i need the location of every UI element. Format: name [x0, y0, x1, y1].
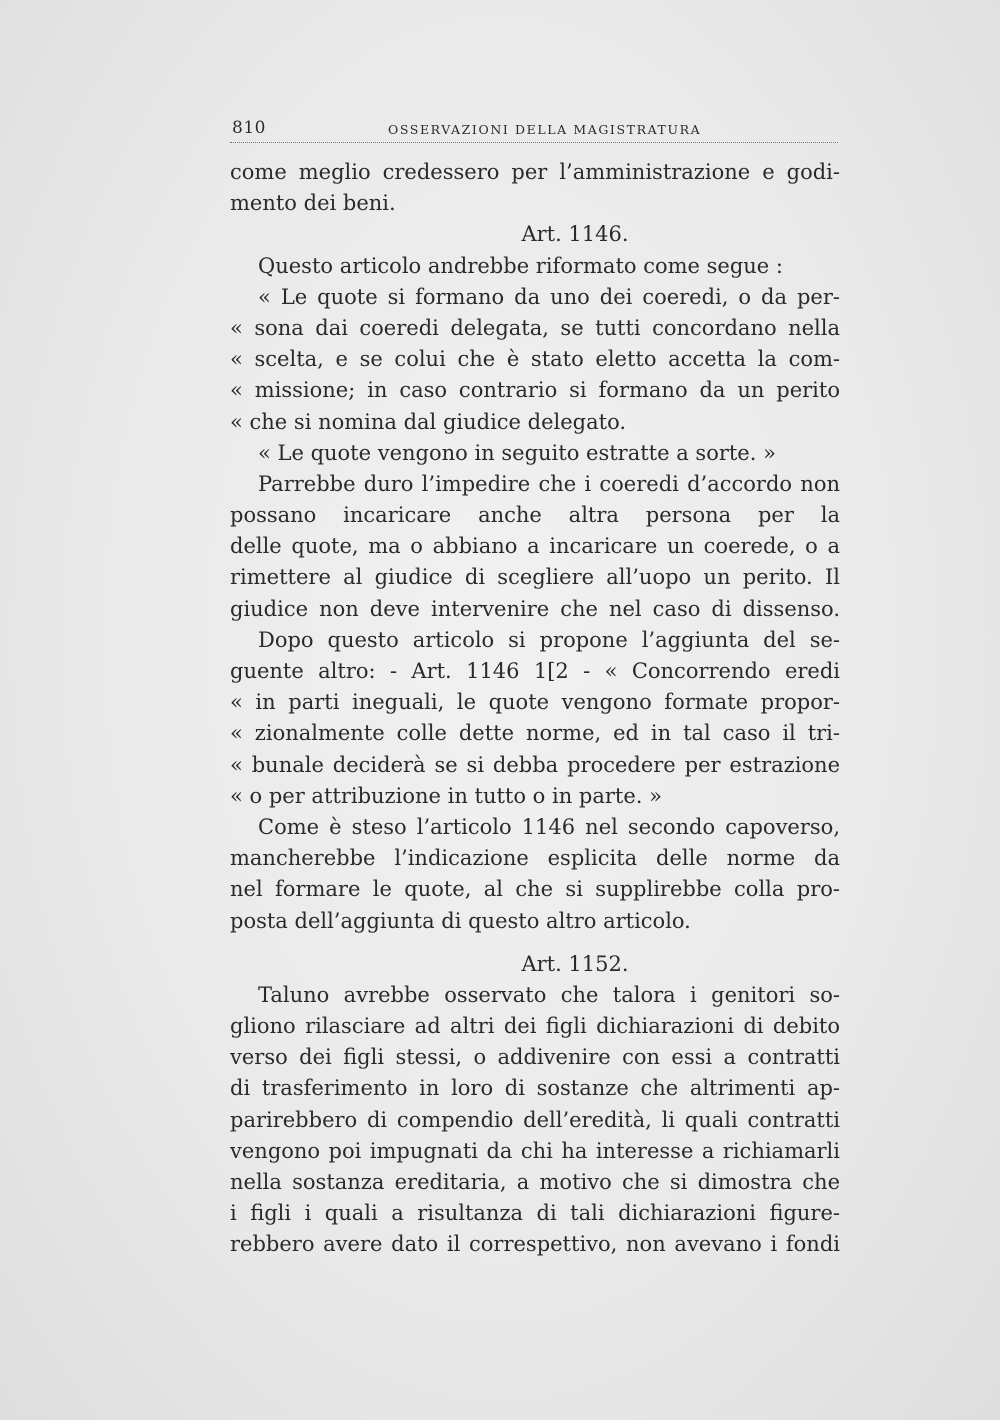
text-line: guente altro: - Art. 1146 1[2 - « Concorrendo eredi — [230, 659, 840, 683]
text-line: « Le quote vengono in seguito estratte a sorte. » — [258, 440, 776, 465]
text-line: mento dei beni. — [230, 191, 396, 216]
article-heading: Art. 1152. — [521, 951, 629, 976]
text-line: di trasferimento in loro di sostanze che altrimenti ap- — [230, 1076, 840, 1101]
text-line: « che si nomina dal giudice delegato. — [230, 409, 627, 434]
text-line: verso dei figli stessi, o addivenire con essi a contratti — [230, 1045, 840, 1070]
text-line: Come è steso l’articolo 1146 nel secondo capoverso, — [258, 814, 840, 839]
text-line: « zionalmente colle dette norme, ed in tal caso il tri- — [230, 721, 840, 746]
text-line: rebbero avere dato il correspettivo, non avevano i fondi — [230, 1232, 840, 1257]
text-line: giudice non deve intervenire che nel caso di dissenso. — [230, 596, 840, 621]
text-line: mancherebbe l’indicazione esplicita delle norme da — [230, 846, 840, 871]
text-line: come meglio credessero per l’amministrazione e godi- — [230, 160, 840, 184]
text-line: rimettere al giudice di scegliere all’uopo un perito. Il — [230, 565, 840, 590]
article-heading: Art. 1146. — [521, 222, 629, 247]
text-line: Parrebbe duro l’impedire che i coeredi d’accordo non — [258, 471, 840, 496]
text-line: vengono poi impugnati da chi ha interesse a richiamarli — [230, 1138, 840, 1163]
text-line: « bunale deciderà se si debba procedere per estrazione — [230, 752, 840, 777]
text-line: Taluno avrebbe osservato che talora i genitori so- — [258, 982, 840, 1007]
text-line: nel formare le quote, al che si supplirebbe colla pro- — [230, 877, 840, 902]
text-line: parirebbero di compendio dell’eredità, li quali contratti — [230, 1107, 840, 1132]
page-header — [230, 118, 838, 143]
text-line: i figli i quali a risultanza di tali dichiarazioni figure- — [230, 1201, 840, 1226]
text-line: nella sostanza ereditaria, a motivo che si dimostra che — [230, 1170, 840, 1194]
text-line: Questo articolo andrebbe riformato come segue : — [258, 253, 783, 278]
text-line: possano incaricare anche altra persona per la — [230, 503, 840, 528]
page-number: 810 — [232, 118, 266, 138]
text-line: delle quote, ma o abbiano a incaricare un coerede, o a — [230, 534, 840, 559]
text-line: « scelta, e se colui che è stato eletto accetta la com- — [230, 347, 840, 372]
text-line: « sona dai coeredi delegata, se tutti concordano nella — [230, 315, 840, 340]
body-text — [230, 157, 840, 1261]
text-line: Dopo questo articolo si propone l’aggiunta del se- — [258, 627, 840, 652]
text-line: « o per attribuzione in tutto o in parte. » — [230, 783, 662, 808]
text-line: « Le quote si formano da uno dei coeredi, o da per- — [258, 284, 840, 309]
running-title: OSSERVAZIONI DELLA MAGISTRATURA — [388, 122, 702, 137]
text-line: « missione; in caso contrario si formano da un perito — [230, 378, 840, 403]
text-line: « in parti ineguali, le quote vengono formate propor- — [230, 690, 840, 715]
text-line: posta dell’aggiunta di questo altro articolo. — [230, 908, 691, 933]
text-line: gliono rilasciare ad altri dei figli dichiarazioni di debito — [230, 1014, 840, 1039]
